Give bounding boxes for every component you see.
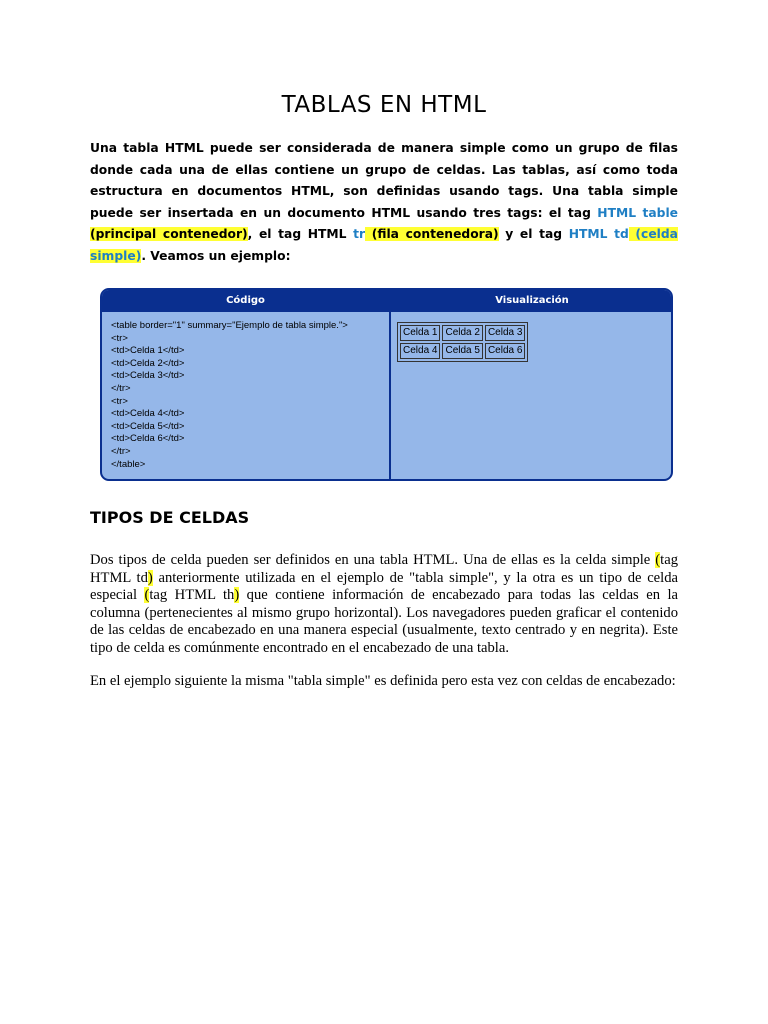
html-tr-link[interactable]: tr <box>353 227 366 241</box>
table-cell: Celda 4 <box>400 343 440 359</box>
highlight-celda-simple: (celda simple) <box>90 227 678 263</box>
table-row <box>400 343 525 359</box>
para1-text-4: tag HTML th <box>149 587 235 603</box>
code-line: </tr> <box>111 445 131 457</box>
code-line: <td>Celda 2</td> <box>111 357 185 369</box>
para1-text-1: Dos tipos de celda pueden ser definidos en una tabla HTML. Una de ellas es la celda simple <box>90 552 656 568</box>
code-line: <table border="1" summary="Ejemplo de tabla simple."> <box>111 320 348 331</box>
code-line: </tr> <box>111 382 131 394</box>
code-line: <td>Celda 4</td> <box>111 408 185 420</box>
code-line: <tr> <box>111 332 128 344</box>
column-divider <box>389 312 391 481</box>
table-cell: Celda 5 <box>442 343 482 359</box>
cell-types-paragraph <box>90 552 678 657</box>
html-table-link[interactable]: HTML table <box>597 205 678 220</box>
highlight-principal-contenedor: (principal contenedor) <box>90 227 248 241</box>
html-td-link[interactable]: HTML td <box>568 227 629 241</box>
intro-text-2: , el tag HTML <box>247 227 354 241</box>
para1-text-3: anteriormente utilizada en el ejemplo de "tabla simple", y la otra es un tipo de celda especial <box>90 569 678 603</box>
para1-text-5: que contiene información de encabezado para todas las celdas en la columna (pertenecientes al mismo grupo horizontal). Los navegadores pueden graficar el contenido de las celdas de encabezado en una manera especial (usualmente, texto centrado y en negrita). Este tipo de celda es comúnmente encontrado en el encabezado de una tabla. <box>90 587 679 656</box>
code-line: <tr> <box>111 395 128 407</box>
highlight-close-paren: ) <box>234 587 240 603</box>
code-line: <td>Celda 1</td> <box>111 345 185 357</box>
page-title: TABLAS EN HTML <box>281 92 487 118</box>
code-block <box>111 320 348 471</box>
table-cell: Celda 2 <box>442 325 482 341</box>
intro-text-3: y el tag <box>498 227 569 241</box>
intro-text-1: Una tabla HTML puede ser considerada de manera simple como un grupo de filas donde cada una de ellas contiene un grupo de celdas. Las tablas, así como toda estructura en documentos HTML, son definidas usando tags. Una tabla simple puede ser insertada en un documento HTML usando tres tags: el tag <box>90 141 678 220</box>
highlight-open-paren: ( <box>655 552 661 568</box>
highlight-open-paren: ( <box>144 587 150 603</box>
highlight-close-paren: ) <box>147 569 153 586</box>
section-heading: TIPOS DE CELDAS <box>90 508 250 527</box>
header-example-paragraph: En el ejemplo siguiente la misma "tabla simple" es definida pero esta vez con celdas de encabezado: <box>90 673 676 689</box>
header-codigo: Código <box>226 295 265 306</box>
code-line: </table> <box>111 458 146 470</box>
header-visualizacion: Visualización <box>495 295 569 306</box>
intro-text-4: . Veamos un ejemplo: <box>141 248 291 263</box>
intro-paragraph <box>90 138 678 267</box>
highlight-fila-contenedora: (fila contenedora) <box>365 227 499 241</box>
code-line: <td>Celda 6</td> <box>111 433 185 445</box>
code-line: <td>Celda 3</td> <box>111 370 185 382</box>
example-box <box>100 288 673 481</box>
table-cell: Celda 1 <box>400 325 440 341</box>
demo-table <box>397 322 528 362</box>
table-cell: Celda 6 <box>485 343 525 359</box>
table-cell: Celda 3 <box>485 325 525 341</box>
table-row <box>400 325 525 341</box>
code-line: <td>Celda 5</td> <box>111 420 185 432</box>
para1-text-2: tag HTML td <box>90 552 678 586</box>
